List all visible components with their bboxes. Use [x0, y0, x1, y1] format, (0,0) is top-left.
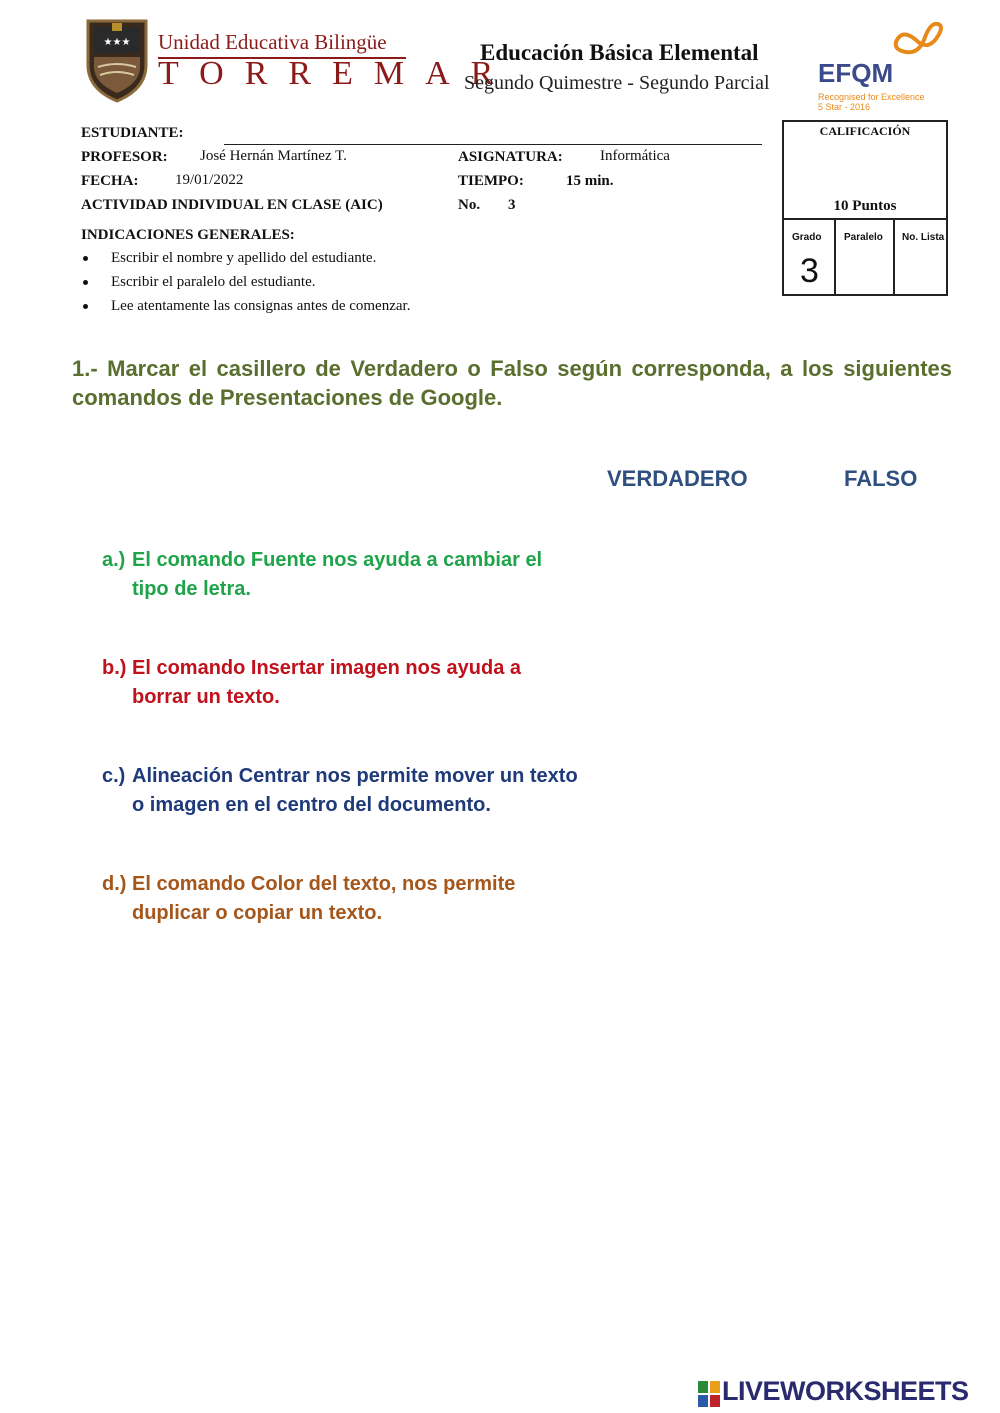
list-number-field[interactable]	[895, 220, 948, 294]
question-item-a	[102, 546, 602, 604]
instructions-title: INDICACIONES GENERALES:	[81, 227, 295, 243]
answer-b-true[interactable]	[640, 658, 720, 708]
paralelo-label: Paralelo	[844, 232, 883, 243]
false-column-header: FALSO	[844, 466, 918, 491]
paralelo-field[interactable]	[836, 220, 893, 294]
answer-d-false[interactable]	[844, 874, 924, 924]
answer-a-false[interactable]	[844, 550, 924, 600]
school-name: Unidad Educativa Bilingüe	[158, 30, 387, 54]
grade-value[interactable]: 3	[800, 252, 819, 290]
professor-label: PROFESOR:	[81, 149, 168, 165]
school-shield-logo	[84, 17, 150, 103]
efqm-brand: EFQM	[818, 58, 894, 88]
time-label: TIEMPO:	[458, 173, 524, 189]
question-item-d	[102, 870, 602, 928]
answer-b-false[interactable]	[844, 658, 924, 708]
answer-a-true[interactable]	[640, 550, 720, 600]
true-column-header: VERDADERO	[607, 466, 748, 491]
subject-value: Informática	[600, 148, 670, 164]
answer-d-true[interactable]	[640, 874, 720, 924]
item-letter: d.)	[102, 873, 127, 895]
item-text: El comando Insertar imagen nos ayuda a borrar un texto.	[132, 657, 522, 708]
answer-c-false[interactable]	[844, 766, 924, 816]
liveworksheets-brand[interactable]: LIVEWORKSHEETS	[722, 1376, 969, 1406]
date-label: FECHA:	[81, 173, 139, 189]
school-brand: TORREMAR	[158, 55, 515, 92]
item-text: Alineación Centrar nos permite mover un texto o imagen en el centro del documento.	[132, 765, 578, 816]
item-text: El comando Color del texto, nos permite duplicar o copiar un texto.	[132, 873, 516, 924]
student-name-line[interactable]	[224, 144, 762, 145]
number-label: No.	[458, 197, 481, 213]
page-title: Educación Básica Elemental	[480, 40, 759, 65]
question-item-c	[102, 762, 602, 820]
number-value: 3	[508, 197, 516, 213]
instructions-list	[81, 246, 410, 318]
grade-box	[782, 120, 948, 296]
list-item: Escribir el paralelo del estudiante.	[81, 270, 410, 294]
item-text: El comando Fuente nos ayuda a cambiar el tipo de letra.	[132, 549, 543, 600]
grade-box-points: 10 Puntos	[833, 198, 897, 214]
subject-label: ASIGNATURA:	[458, 149, 563, 165]
efqm-infinity-icon	[888, 22, 948, 58]
list-item: Escribir el nombre y apellido del estudiante.	[81, 246, 410, 270]
svg-text:★★★: ★★★	[103, 37, 131, 48]
activity-label: ACTIVIDAD INDIVIDUAL EN CLASE (AIC)	[81, 197, 383, 213]
item-letter: b.)	[102, 657, 127, 679]
question-item-b	[102, 654, 602, 712]
item-letter: c.)	[102, 765, 126, 787]
list-number-label: No. Lista	[902, 232, 945, 243]
efqm-line1: Recognised for Excellence	[818, 92, 925, 102]
student-label: ESTUDIANTE:	[81, 125, 184, 141]
efqm-certification-logo	[814, 22, 954, 114]
time-value: 15 min.	[566, 173, 614, 189]
date-value: 19/01/2022	[175, 172, 244, 188]
efqm-line2: 5 Star - 2016	[818, 102, 871, 112]
answer-c-true[interactable]	[640, 766, 720, 816]
liveworksheets-icon	[698, 1381, 720, 1407]
grade-box-title: CALIFICACIÓN	[819, 124, 911, 138]
grade-label: Grado	[792, 232, 822, 243]
page-subtitle: Segundo Quimestre - Segundo Parcial	[464, 72, 770, 94]
list-item: Lee atentamente las consignas antes de comenzar.	[81, 294, 410, 318]
question-title: 1.- Marcar el casillero de Verdadero o Falso según corresponda, a los siguientes comandos de Presentaciones de Google.	[72, 356, 952, 410]
professor-value: José Hernán Martínez T.	[200, 148, 347, 164]
item-letter: a.)	[102, 549, 126, 571]
